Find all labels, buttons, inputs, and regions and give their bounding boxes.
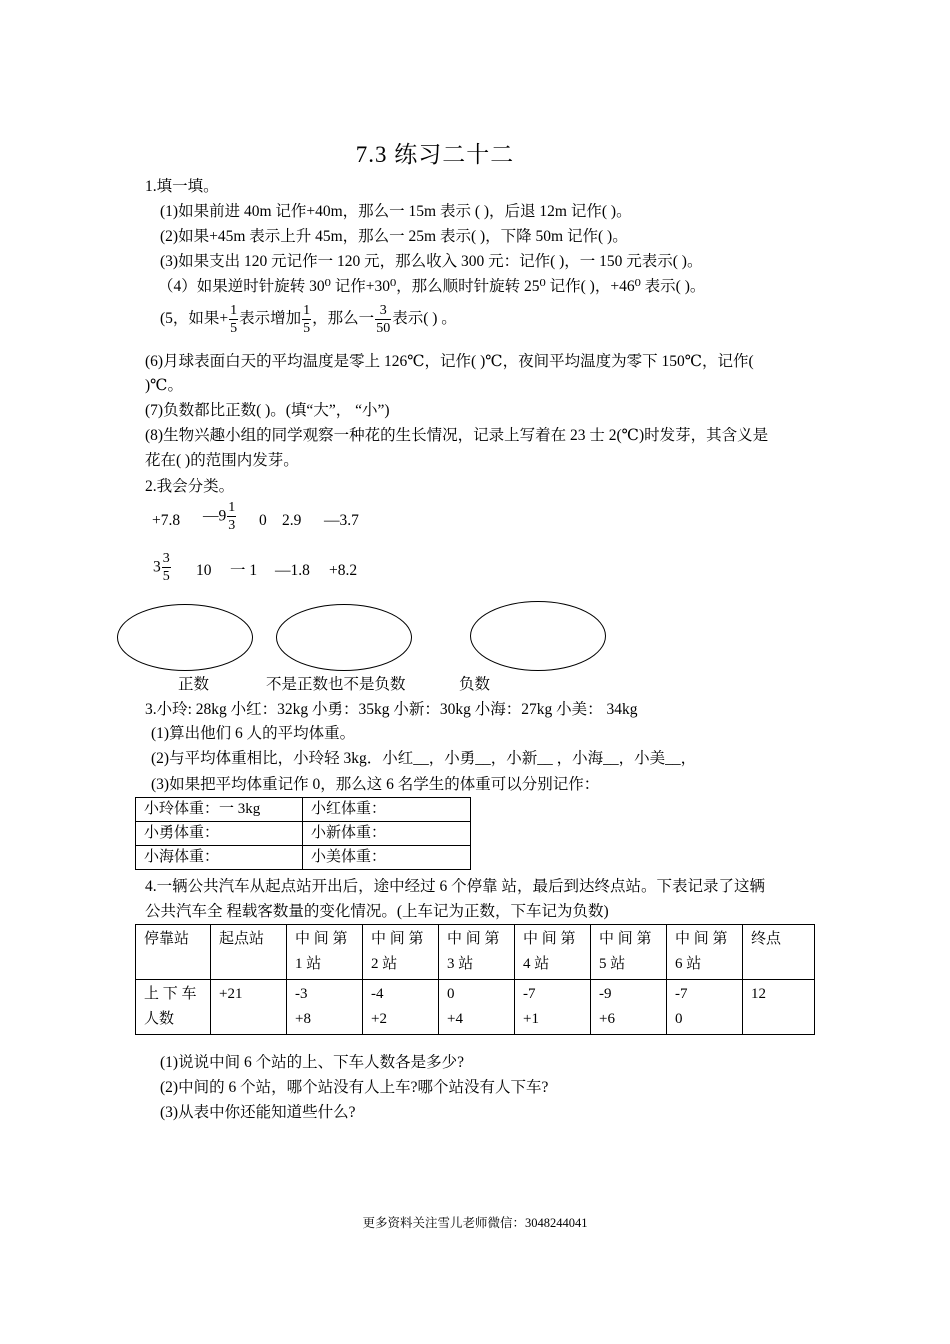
q4-item-2: (2)中间的 6 个站，哪个站没有人上车?哪个站没有人下车? <box>160 1079 549 1096</box>
q3-item-2: (2)与平均体重相比，小玲轻 3kg．小红__，小勇__，小新__ ，小海__，小美__， <box>151 750 697 767</box>
q4-intro-line1: 4.一辆公共汽车从起点站开出后，途中经过 6 个停靠 站，最后到达终点站。下表记录了这辆 <box>145 878 766 895</box>
header-cell: 起点站 <box>211 925 287 980</box>
q1-item-5-prefix: (5，如果+ <box>160 310 229 328</box>
bus-table <box>135 924 815 1035</box>
fraction-one-fifth-a: $\frac{1}{5}$ <box>230 303 238 336</box>
number-3-3-5: 3 $\frac{3}{5}$ <box>153 551 170 584</box>
weights-table <box>135 797 471 870</box>
q1-item-8-line2: 花在( )的范围内发芽。 <box>145 452 299 469</box>
q1-item-4: （4）如果逆时针旋转 30⁰ 记作+30⁰，那么顺时针旋转 25⁰ 记作( )，+46⁰ 表示( )。 <box>158 278 706 295</box>
table-cell: -9 +6 <box>591 980 667 1035</box>
q3-item-1: (1)算出他们 6 人的平均体重。 <box>151 725 356 742</box>
header-cell: 停靠站 <box>136 925 211 980</box>
number-10: 10 <box>196 562 212 579</box>
number-neg-9-1-3: —9 $\frac{1}{3}$ <box>203 500 236 533</box>
table-row <box>136 846 471 870</box>
table-row <box>136 980 815 1035</box>
table-cell: 小勇体重： <box>136 822 303 846</box>
q3-item-3: (3)如果把平均体重记作 0，那么这 6 名学生的体重可以分别记作： <box>151 776 600 793</box>
q1-item-5-mid1: 表示增加 <box>239 310 302 328</box>
q1-item-5-mid2: ，那么一 <box>312 310 375 328</box>
q1-item-5 <box>160 302 457 337</box>
q1-heading: 1.填一填。 <box>145 178 219 195</box>
table-cell: 小红体重： <box>303 798 471 822</box>
q1-item-1: (1)如果前进 40m 记作+40m，那么一 15m 表示 ( )，后退 12m 记作( )。 <box>160 203 632 220</box>
header-cell: 中 间 第 5 站 <box>591 925 667 980</box>
header-cell: 中 间 第 1 站 <box>287 925 363 980</box>
q1-item-3: (3)如果支出 120 元记作一 120 元，那么收入 300 元：记作( )，一 150 元表示( )。 <box>160 253 703 270</box>
q4-item-1: (1)说说中间 6 个站的上、下车人数各是多少? <box>160 1054 464 1071</box>
table-cell: -7 0 <box>667 980 743 1035</box>
page-title: 7.3 练习二十二 <box>355 142 515 167</box>
fraction-three-fiftieths: $\frac{3}{50}$ <box>376 303 391 336</box>
negative-oval <box>470 601 606 671</box>
table-row <box>136 798 471 822</box>
label-positive: 正数 <box>178 676 210 693</box>
number-zero: 0 <box>259 512 267 529</box>
q4-item-3: (3)从表中你还能知道些什么? <box>160 1104 356 1121</box>
number-plus-8-2: +8.2 <box>329 562 358 579</box>
q1-item-2: (2)如果+45m 表示上升 45m，那么一 25m 表示( )，下降 50m 记作( )。 <box>160 228 628 245</box>
number-2-9: 2.9 <box>282 512 302 529</box>
table-cell: -4 +2 <box>363 980 439 1035</box>
number-neg-3-7: —3.7 <box>324 512 359 529</box>
q2-heading: 2.我会分类。 <box>145 478 235 495</box>
neither-oval <box>276 604 412 671</box>
label-negative: 负数 <box>459 676 491 693</box>
table-cell: 上 下 车 人数 <box>136 980 211 1035</box>
footer-note: 更多资料关注雪儿老师微信：3048244041 <box>362 1216 588 1230</box>
q1-item-6-line1: (6)月球表面白天的平均温度是零上 126℃，记作( )℃，夜间平均温度为零下 150℃，记作( <box>145 353 754 370</box>
header-cell: 中 间 第 3 站 <box>439 925 515 980</box>
table-cell: 0 +4 <box>439 980 515 1035</box>
q1-item-7: (7)负数都比正数( )。(填“大”， “小”) <box>145 402 390 419</box>
fraction-one-fifth-b: $\frac{1}{5}$ <box>303 303 311 336</box>
positive-oval <box>117 604 253 671</box>
table-cell: 小美体重： <box>303 846 471 870</box>
number-neg-1: 一 1 <box>230 562 258 579</box>
table-cell: -7 +1 <box>515 980 591 1035</box>
table-cell: 小海体重： <box>136 846 303 870</box>
table-cell: 小新体重： <box>303 822 471 846</box>
table-cell: +21 <box>211 980 287 1035</box>
header-cell: 终点 <box>743 925 815 980</box>
q4-intro-line2: 公共汽车全 程载客数量的变化情况。(上车记为正数，下车记为负数) <box>145 903 609 920</box>
header-cell: 中 间 第 2 站 <box>363 925 439 980</box>
table-cell: 小玲体重：一 3kg <box>136 798 303 822</box>
q1-item-5-suffix: 表示( ) 。 <box>392 310 457 328</box>
number-neg-1-8: —1.8 <box>275 562 310 579</box>
table-cell: -3 +8 <box>287 980 363 1035</box>
table-row <box>136 925 815 980</box>
q1-item-6-line2: )℃。 <box>145 377 184 394</box>
q1-item-8-line1: (8)生物兴趣小组的同学观察一种花的生长情况，记录上写着在 23 士 2(℃)时发芽，其含义是 <box>145 427 769 444</box>
number-plus-7-8: +7.8 <box>152 512 181 529</box>
header-cell: 中 间 第 4 站 <box>515 925 591 980</box>
q3-weights-line: 3.小玲: 28kg 小红：32kg 小勇：35kg 小新：30kg 小海：27kg 小美： 34kg <box>145 701 638 718</box>
header-cell: 中 间 第 6 站 <box>667 925 743 980</box>
label-neither: 不是正数也不是负数 <box>266 676 406 693</box>
table-row <box>136 822 471 846</box>
table-cell: 12 <box>743 980 815 1035</box>
